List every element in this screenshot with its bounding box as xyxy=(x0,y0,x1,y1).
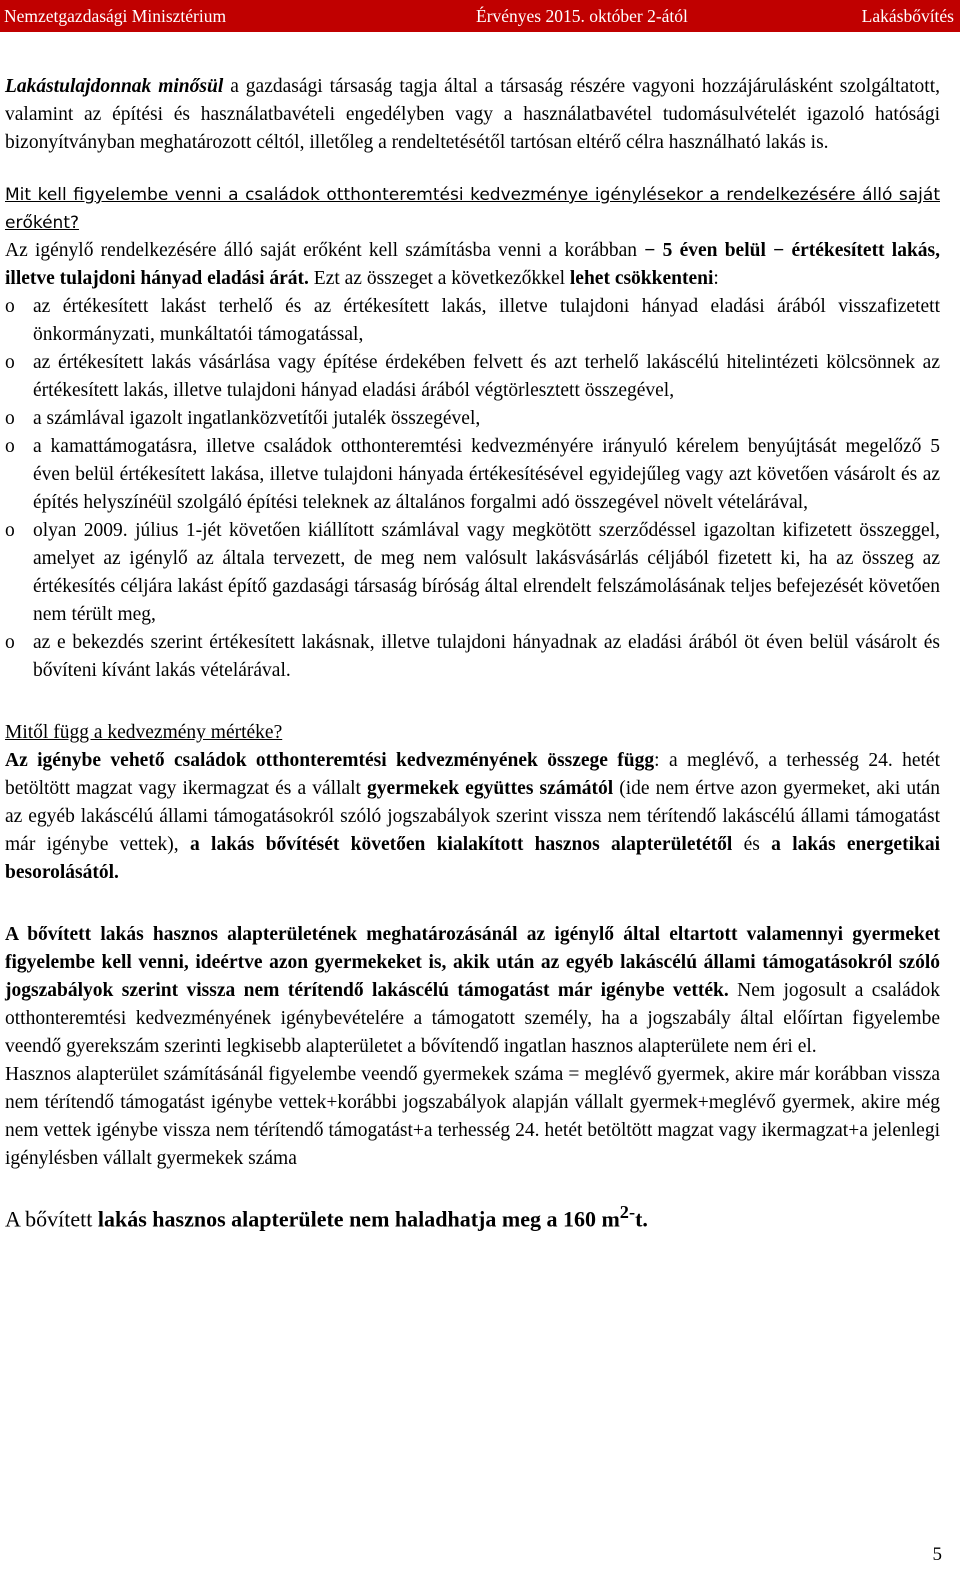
list-item xyxy=(5,349,940,405)
own-funds-colon: : xyxy=(713,268,719,289)
list-item xyxy=(5,293,940,349)
own-funds-text-a: Az igénylő rendelkezésére álló saját erőként kell számításba venni a korábban xyxy=(5,240,645,261)
paragraph-own-funds xyxy=(5,237,940,293)
bullet-icon: o xyxy=(5,520,15,541)
bullet-icon: o xyxy=(5,408,15,429)
own-funds-bold: − 5 éven belül − értékesített lakás, illetve tulajdoni hányad eladási árát. xyxy=(5,240,941,289)
amount-text-b: : a meglévő, a terhesség 24. hetét betöltött magzat vagy ikermagzat és a vállalt xyxy=(5,750,940,799)
bullet-icon: o xyxy=(5,436,15,457)
list-item-text: az e bekezdés szerint értékesített lakásnak, illetve tulajdoni hányadnak az eladási árából öt éven belül vásárolt és bővíteni kívánt lakás vételárával. xyxy=(33,632,940,681)
paragraph-child-count: Hasznos alapterület számításánál figyelembe veendő gyermekek száma = meglévő gyermek, akire már korábban vissza nem térítendő támogatást igénybe vettek+korábbi jogszabályok alapján vállalt gyermek+meglévő gyermek, akire még nem vettek igénybe vissza nem térítendő támogatást+a terhesség 24. hetét betöltött magzat vagy ikermagzat+a jelenlegi igénylésben vállalt gyermekek száma xyxy=(5,1064,940,1169)
bullet-icon: o xyxy=(5,632,15,653)
list-item xyxy=(5,433,940,517)
question-own-funds: Mit kell figyelembe venni a családok otthonteremtési kedvezménye igénylésekor a rendelkezésére álló saját erőként? xyxy=(5,185,940,233)
list-item-text: olyan 2009. július 1-jét követően kiállított számlával vagy megkötött szerződéssel igazoltan kifizetett összeggel, amelyet az igénylő az általa tervezett, de meg nem valósult lakásvásárlás céljából fizetett ki, ha az összeg az értékesítés céljára lakást építő gazdasági társaság bíróság által elrendelt felszámolásának teljes befejezését követően nem térült meg, xyxy=(33,520,940,625)
reductions-list xyxy=(5,293,940,685)
page-number: 5 xyxy=(932,1544,942,1565)
list-item-text: az értékesített lakás vásárlása vagy építése érdekében felvett és azt terhelő lakáscélú hitelintézeti kölcsönnek az értékesített lakás, illetve tulajdoni hányad eladási árából végtörlesztett összegével, xyxy=(33,352,940,401)
paragraph-max-area xyxy=(5,1197,940,1234)
list-item xyxy=(5,517,940,629)
amount-area: a lakás bővítését követően kialakított hasznos alapterületétől xyxy=(189,834,733,855)
list-item-text: az értékesített lakást terhelő és az értékesített lakás, illetve tulajdoni hányad eladási árából visszafizetett önkormányzati, munkáltatói támogatással, xyxy=(33,296,940,345)
list-item xyxy=(5,405,940,433)
amount-energy: a lakás energetikai besorolásától. xyxy=(5,834,941,883)
own-funds-reduce: lehet csökkenteni xyxy=(569,268,714,289)
amount-text-d: (ide nem értve azon gyermeket, aki után az egyéb lakáscélú állami támogatásokról szóló jogszabályok szerint vissza nem térítendő lakáscélú állami támogatást már igénybe vettek), xyxy=(5,778,940,855)
header-ministry: Nemzetgazdasági Minisztérium xyxy=(4,6,227,26)
max-area-bold: lakás hasznos alapterülete nem haladhatja meg a 160 m xyxy=(97,1206,620,1232)
max-area-end: t. xyxy=(635,1206,648,1232)
amount-lead: Az igénybe vehető családok otthonteremtési kedvezményének összege függ xyxy=(5,750,655,771)
page-header xyxy=(0,0,960,32)
amount-children: gyermekek együttes számától xyxy=(367,778,614,799)
floor-area-bold: A bővített lakás hasznos alapterületének meghatározásánál az igénylő által eltartott valamennyi gyermeket figyelembe kell venni, ideértve azon gyermekeket is, akik után az egyéb lakáscélú állami támogatásokról szóló jogszabályok szerint vissza nem térítendő lakáscélú támogatást már igénybe vették. xyxy=(5,924,940,1001)
max-area-sup: 2- xyxy=(619,1202,636,1222)
list-item-text: a kamattámogatásra, illetve családok otthonteremtési kedvezményére irányuló kérelem benyújtását megelőző 5 éven belül értékesített lakása, illetve tulajdoni hányada értékesítésével egyidejűleg vagy azt követően vásárolt és az építés helyszínéül szolgáló építési teleknek az általános forgalmi adó összegével növelt vételárával, xyxy=(33,436,940,513)
bullet-icon: o xyxy=(5,296,15,317)
list-item-text: a számlával igazolt ingatlanközvetítői jutalék összegével, xyxy=(33,408,481,429)
paragraph-ownership xyxy=(5,73,940,157)
amount-and: és xyxy=(732,834,772,855)
floor-area-text: Nem jogosult a családok otthonteremtési kedvezményének igénybevételére a támogatott személy, ha a jogszabály által előírtan figyelembe veendő gyerekszám szerinti legkisebb alapterületet a bővítendő ingatlan hasznos alapterülete nem éri el. xyxy=(5,980,940,1057)
header-topic: Lakásbővítés xyxy=(861,6,954,26)
paragraph-floor-area xyxy=(5,921,940,1061)
header-validity: Érvényes 2015. október 2-ától xyxy=(476,6,688,26)
bullet-icon: o xyxy=(5,352,15,373)
paragraph-amount xyxy=(5,747,940,887)
ownership-lead: Lakástulajdonnak minősül xyxy=(5,76,224,97)
ownership-text: a gazdasági társaság tagja által a társaság részére vagyoni hozzájárulásként szolgáltatott, valamint az építési és használatbavételi engedélyben vagy a használatbavétel tudomásulvételét igazoló hatósági bizonyítványban meghatározott céltól, illetőleg a rendeltetésétől tartósan eltérő célra használható lakás is. xyxy=(5,76,940,153)
list-item xyxy=(5,629,940,685)
document-body xyxy=(5,73,940,1234)
max-area-text: A bővített xyxy=(5,1206,98,1232)
question-amount: Mitől függ a kedvezmény mértéke? xyxy=(5,722,283,743)
own-funds-text-c: Ezt az összeget a következőkkel xyxy=(308,268,570,289)
